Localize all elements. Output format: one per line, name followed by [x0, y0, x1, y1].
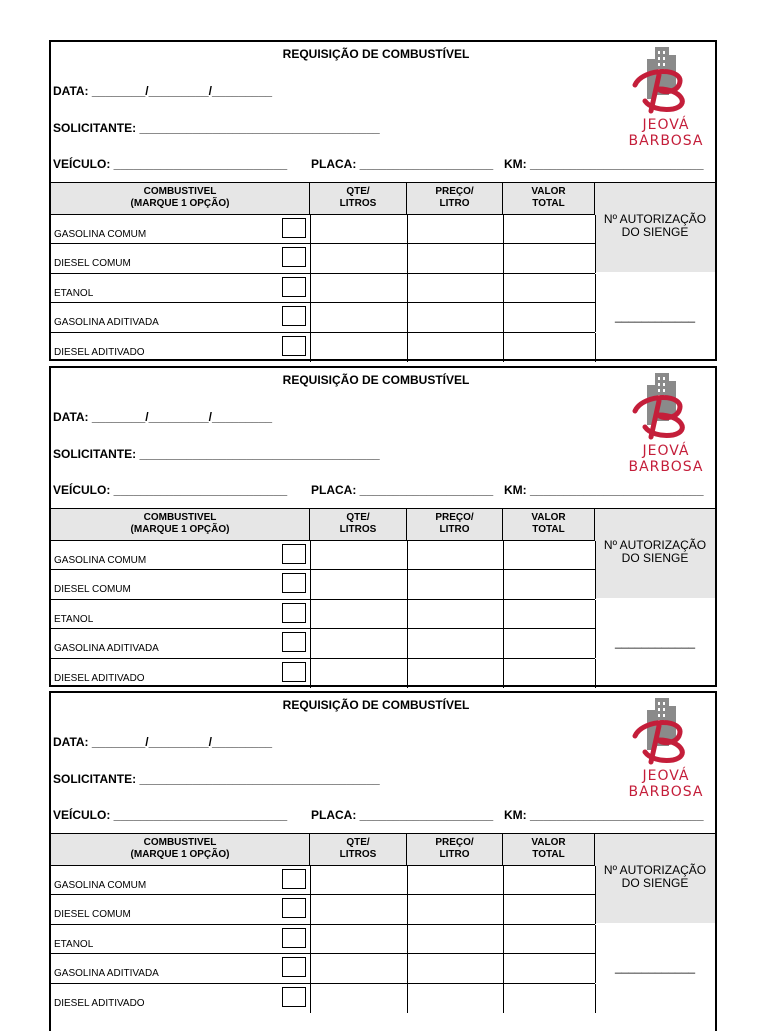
- fuel-row: [51, 214, 595, 243]
- jeova-barbosa-logo: [621, 45, 711, 150]
- autorizacao-label: Nº AUTORIZAÇÃO DO SIENGE: [595, 182, 715, 272]
- header-combustivel: COMBUSTIVEL (MARQUE 1 OPÇÃO): [51, 182, 310, 214]
- fuel-checkbox[interactable]: [282, 869, 306, 889]
- km-field[interactable]: KM: __________________________: [504, 157, 704, 171]
- fuel-row: [51, 865, 595, 894]
- header-valor: VALOR TOTAL: [503, 508, 595, 540]
- fuel-table: [51, 182, 715, 361]
- form-title: REQUISIÇÃO DE COMBUSTÍVEL: [282, 373, 470, 387]
- logo-text-1: JEOVÁ: [642, 117, 690, 133]
- fuel-checkbox[interactable]: [282, 987, 306, 1007]
- fuel-checkbox[interactable]: [282, 662, 306, 682]
- fuel-request-form: [49, 691, 717, 1031]
- fuel-table: [51, 508, 715, 687]
- autorizacao-label: Nº AUTORIZAÇÃO DO SIENGE: [595, 508, 715, 598]
- solicitante-field[interactable]: SOLICITANTE: ____________________________________: [53, 772, 380, 786]
- header-qte: QTE/ LITROS: [310, 833, 407, 865]
- jeova-barbosa-logo: [621, 371, 711, 476]
- fuel-row: [51, 243, 595, 272]
- header-qte: QTE/ LITROS: [310, 182, 407, 214]
- fuel-row: [51, 628, 595, 657]
- date-field[interactable]: DATA: ________/_________/_________: [53, 410, 273, 424]
- fuel-row: [51, 540, 595, 569]
- fuel-checkbox[interactable]: [282, 247, 306, 267]
- km-field[interactable]: KM: __________________________: [504, 808, 704, 822]
- fuel-checkbox[interactable]: [282, 603, 306, 623]
- fuel-row: [51, 302, 595, 331]
- fuel-name: ETANOL: [54, 287, 94, 299]
- fuel-checkbox[interactable]: [282, 277, 306, 297]
- logo-text-1: JEOVÁ: [642, 768, 690, 784]
- fuel-checkbox[interactable]: [282, 928, 306, 948]
- autorizacao-field[interactable]: ____________: [614, 309, 696, 323]
- logo-text-2: BARBOSA: [628, 459, 704, 475]
- placa-field[interactable]: PLACA: ____________________: [311, 157, 494, 171]
- fuel-row: [51, 599, 595, 628]
- fuel-checkbox[interactable]: [282, 957, 306, 977]
- header-combustivel: COMBUSTIVEL (MARQUE 1 OPÇÃO): [51, 833, 310, 865]
- fuel-row: [51, 332, 595, 361]
- fuel-checkbox[interactable]: [282, 632, 306, 652]
- fuel-name: GASOLINA ADITIVADA: [54, 968, 159, 980]
- autorizacao-field[interactable]: ____________: [614, 960, 696, 974]
- fuel-row: [51, 273, 595, 302]
- placa-field[interactable]: PLACA: ____________________: [311, 808, 494, 822]
- fuel-row: [51, 924, 595, 953]
- fuel-name: DIESEL ADITIVADO: [54, 672, 145, 684]
- fuel-row: [51, 569, 595, 598]
- logo-text-2: BARBOSA: [628, 784, 704, 800]
- header-qte: QTE/ LITROS: [310, 508, 407, 540]
- jeova-barbosa-logo: [621, 696, 711, 801]
- header-combustivel: COMBUSTIVEL (MARQUE 1 OPÇÃO): [51, 508, 310, 540]
- fuel-request-form: [49, 366, 717, 687]
- fuel-name: ETANOL: [54, 613, 94, 625]
- fuel-request-form: [49, 40, 717, 361]
- veiculo-field[interactable]: VEÍCULO: __________________________: [53, 808, 288, 822]
- fuel-name: GASOLINA ADITIVADA: [54, 643, 159, 655]
- fuel-row: [51, 983, 595, 1012]
- date-field[interactable]: DATA: ________/_________/_________: [53, 735, 273, 749]
- fuel-name: DIESEL COMUM: [54, 258, 131, 270]
- logo-text-1: JEOVÁ: [642, 443, 690, 459]
- fuel-name: DIESEL COMUM: [54, 909, 131, 921]
- header-preco: PREÇO/ LITRO: [407, 182, 503, 214]
- fuel-checkbox[interactable]: [282, 218, 306, 238]
- fuel-checkbox[interactable]: [282, 306, 306, 326]
- fuel-name: GASOLINA COMUM: [54, 880, 147, 891]
- header-valor: VALOR TOTAL: [503, 182, 595, 214]
- placa-field[interactable]: PLACA: ____________________: [311, 483, 494, 497]
- km-field[interactable]: KM: __________________________: [504, 483, 704, 497]
- header-preco: PREÇO/ LITRO: [407, 508, 503, 540]
- form-title: REQUISIÇÃO DE COMBUSTÍVEL: [282, 47, 470, 61]
- fuel-table: [51, 833, 715, 1012]
- solicitante-field[interactable]: SOLICITANTE: ____________________________________: [53, 447, 380, 461]
- fuel-checkbox[interactable]: [282, 573, 306, 593]
- fuel-name: DIESEL ADITIVADO: [54, 346, 145, 358]
- veiculo-field[interactable]: VEÍCULO: __________________________: [53, 483, 288, 497]
- fuel-name: GASOLINA ADITIVADA: [54, 317, 159, 329]
- fuel-checkbox[interactable]: [282, 898, 306, 918]
- autorizacao-label: Nº AUTORIZAÇÃO DO SIENGE: [595, 833, 715, 923]
- fuel-name: DIESEL ADITIVADO: [54, 997, 145, 1009]
- fuel-name: GASOLINA COMUM: [54, 555, 147, 566]
- fuel-row: [51, 953, 595, 982]
- fuel-checkbox[interactable]: [282, 544, 306, 564]
- header-preco: PREÇO/ LITRO: [407, 833, 503, 865]
- fuel-row: [51, 894, 595, 923]
- form-title: REQUISIÇÃO DE COMBUSTÍVEL: [282, 698, 470, 712]
- autorizacao-field[interactable]: ____________: [614, 635, 696, 649]
- veiculo-field[interactable]: VEÍCULO: __________________________: [53, 157, 288, 171]
- fuel-name: ETANOL: [54, 938, 94, 950]
- fuel-row: [51, 658, 595, 687]
- fuel-name: DIESEL COMUM: [54, 584, 131, 596]
- fuel-name: GASOLINA COMUM: [54, 229, 147, 240]
- logo-text-2: BARBOSA: [628, 133, 704, 149]
- fuel-checkbox[interactable]: [282, 336, 306, 356]
- solicitante-field[interactable]: SOLICITANTE: ____________________________________: [53, 121, 380, 135]
- date-field[interactable]: DATA: ________/_________/_________: [53, 84, 273, 98]
- header-valor: VALOR TOTAL: [503, 833, 595, 865]
